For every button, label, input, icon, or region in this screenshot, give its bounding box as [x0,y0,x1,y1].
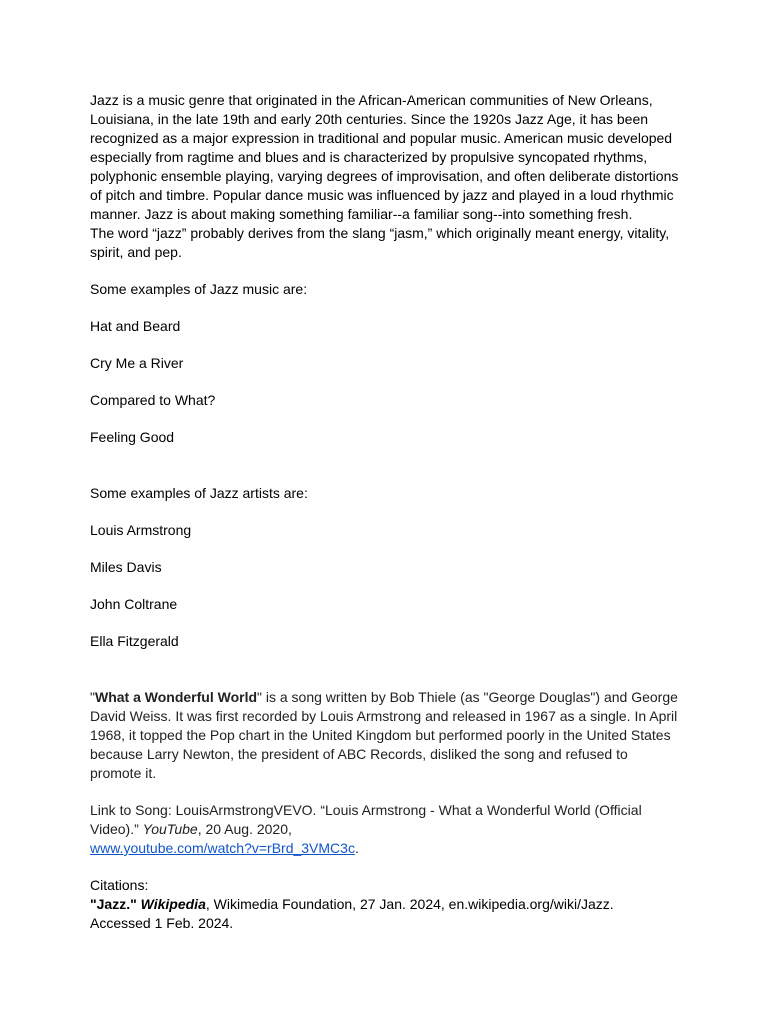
artist-examples-heading: Some examples of Jazz artists are: [90,485,308,501]
intro-text: Jazz is a music genre that originated in the African-American communities of New Orleans, Louisiana, in the late 19th and early 20th centuries. Since the 1920s Jazz Age, it has been recognized as a major expression in traditional and popular music. American music developed especially from ragtime and blues and is characterized by propulsive syncopated rhythms, polyphonic ensemble playing, varying degrees of improvisation, and often deliberate distortions of pitch and timbre. Popular dance music was influenced by jazz and played in a loud rhythmic manner. Jazz is about making something familiar--a familiar song--into something fresh. [90,92,679,222]
citations-heading: Citations: [90,877,149,893]
link-site-name: YouTube [142,821,198,837]
artist-example-item: Miles Davis [90,559,162,575]
citation-accessed: Accessed 1 Feb. 2024. [90,915,234,931]
music-example-item: Feeling Good [90,429,175,445]
artist-example-item: Ella Fitzgerald [90,633,179,649]
citation-source: Wikipedia [140,896,206,912]
link-suffix: . [354,840,359,856]
music-example-item: Hat and Beard [90,318,181,334]
youtube-link[interactable]: www.youtube.com/watch?v=rBrd_3VMC3c [90,840,355,856]
link-date: , 20 Aug. 2020, [197,821,292,837]
artist-example-item: Louis Armstrong [90,522,192,538]
link-prefix: Link to Song: LouisArmstrongVEVO. “Louis Armstrong - What a Wonderful World (Official Video).” [90,802,642,837]
intro-paragraph [90,91,680,262]
document-body [90,91,680,933]
song-link-citation [90,801,680,858]
music-example-item: Compared to What? [90,392,216,408]
artist-example-item: John Coltrane [90,596,178,612]
citation-title: "Jazz." [90,896,137,912]
song-title: What a Wonderful World [94,689,258,705]
song-description [90,688,680,783]
song-open-quote: " [90,689,95,705]
citation-entry [90,895,680,933]
music-examples-heading: Some examples of Jazz music are: [90,281,308,297]
music-example-item: Cry Me a River [90,355,184,371]
citation-details: , Wikimedia Foundation, 27 Jan. 2024, en.wikipedia.org/wiki/Jazz. [205,896,614,912]
jazz-etymology-text: The word “jazz” probably derives from the slang “jasm,” which originally meant energy, vitality, spirit, and pep. [90,225,670,260]
song-description-text: " is a song written by Bob Thiele (as "George Douglas") and George David Weiss. It was first recorded by Louis Armstrong and released in 1967 as a single. In April 1968, it topped the Pop chart in the United Kingdom but performed poorly in the United States because Larry Newton, the president of ABC Records, disliked the song and refused to promote it. [90,689,678,781]
